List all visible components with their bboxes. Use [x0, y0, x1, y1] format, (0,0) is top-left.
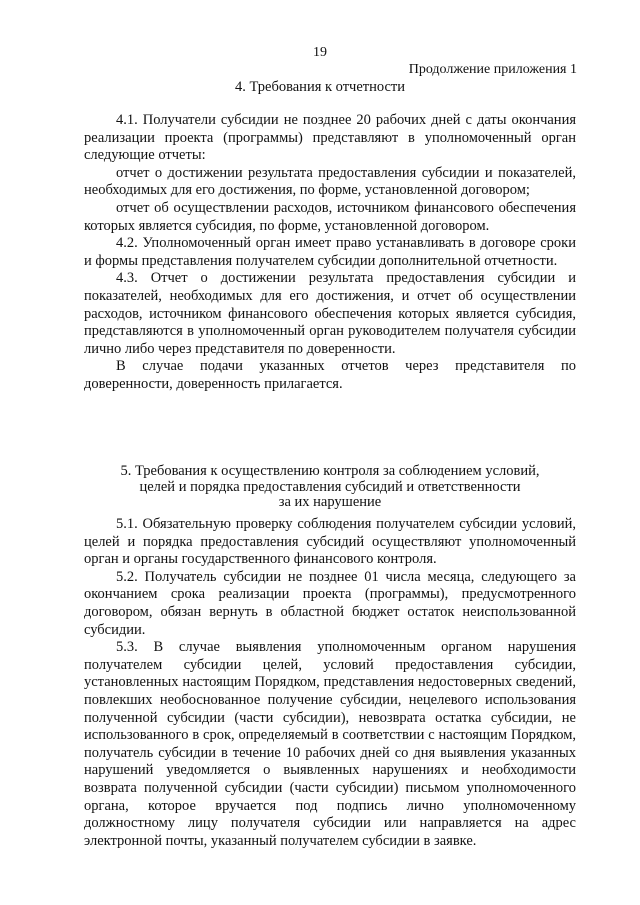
- paragraph-4-3: 4.3. Отчет о достижении результата предоставления субсидии и показателей, необходимых для его достижения, и отчет об осуществлении расходов, источником финансового обеспечения которых является субсидия, представляются в уполномоченный орган руководителем получателя субсидии лично либо через представителя по доверенности.: [84, 270, 576, 357]
- paragraph-4-1-item-2: отчет об осуществлении расходов, источником финансового обеспечения которых является субсидия, по форме, установленной договором.: [84, 199, 576, 234]
- page-number: 19: [313, 45, 327, 60]
- paragraph-5-1: 5.1. Обязательную проверку соблюдения получателем субсидии условий, целей и порядка предоставления субсидий осуществляют уполномоченный орган и органы государственного финансового контроля.: [84, 516, 576, 568]
- paragraph-4-1-item-1: отчет о достижении результата предоставления субсидии и показателей, необходимых для его достижения, по форме, установленной договором;: [84, 164, 576, 199]
- paragraph-5-2: 5.2. Получатель субсидии не позднее 01 числа месяца, следующего за окончанием срока реализации проекта (программы), предусмотренного договором, обязан вернуть в областной бюджет остаток неиспользованной субсидии.: [84, 568, 576, 638]
- section-5-title-line-3: за их нарушение: [278, 494, 382, 510]
- section-5-title-line-2: целей и порядка предоставления субсидий и ответственности: [139, 478, 521, 495]
- appendix-continuation-note: Продолжение приложения 1: [408, 62, 577, 77]
- paragraph-4-1: 4.1. Получатели субсидии не позднее 20 рабочих дней с даты окончания реализации проекта (программы) представляют в уполномоченный орган следующие отчеты:: [84, 112, 576, 164]
- paragraph-4-3-note: В случае подачи указанных отчетов через представителя по доверенности, доверенность прилагается.: [84, 358, 576, 392]
- paragraph-4-2: 4.2. Уполномоченный орган имеет право устанавливать в договоре сроки и формы представления получателем субсидии дополнительной отчетности.: [84, 235, 576, 269]
- section-5-title: [84, 464, 576, 511]
- section-4-title: 4. Требования к отчетности: [234, 79, 406, 95]
- paragraph-5-3: 5.3. В случае выявления уполномоченным органом нарушения получателем субсидии целей, условий предоставления субсидии, установленных настоящим Порядком, представления недостоверных сведений, повлекших необоснованное получение субсидии, нецелевого использования полученной субсидии (части субсидии), невозврата остатка субсидии, не использованного в срок, определяемый в соответствии с настоящим Порядком, получатель субсидии в течение 10 рабочих дней со дня выявления указанных нарушений уведомляется о выявленных нарушениях и необходимости возврата полученной субсидии (части субсидии) письмом уполномоченного органа, которое вручается под подпись лично уполномоченному должностному лицу получателя субсидии или направляется на адрес электронной почты, указанный получателем субсидии в заявке.: [84, 639, 576, 849]
- section-4-body: [84, 112, 576, 394]
- section-5-body: [84, 516, 576, 850]
- section-5-title-line-1: 5. Требования к осуществлению контроля за соблюдением условий,: [120, 463, 540, 479]
